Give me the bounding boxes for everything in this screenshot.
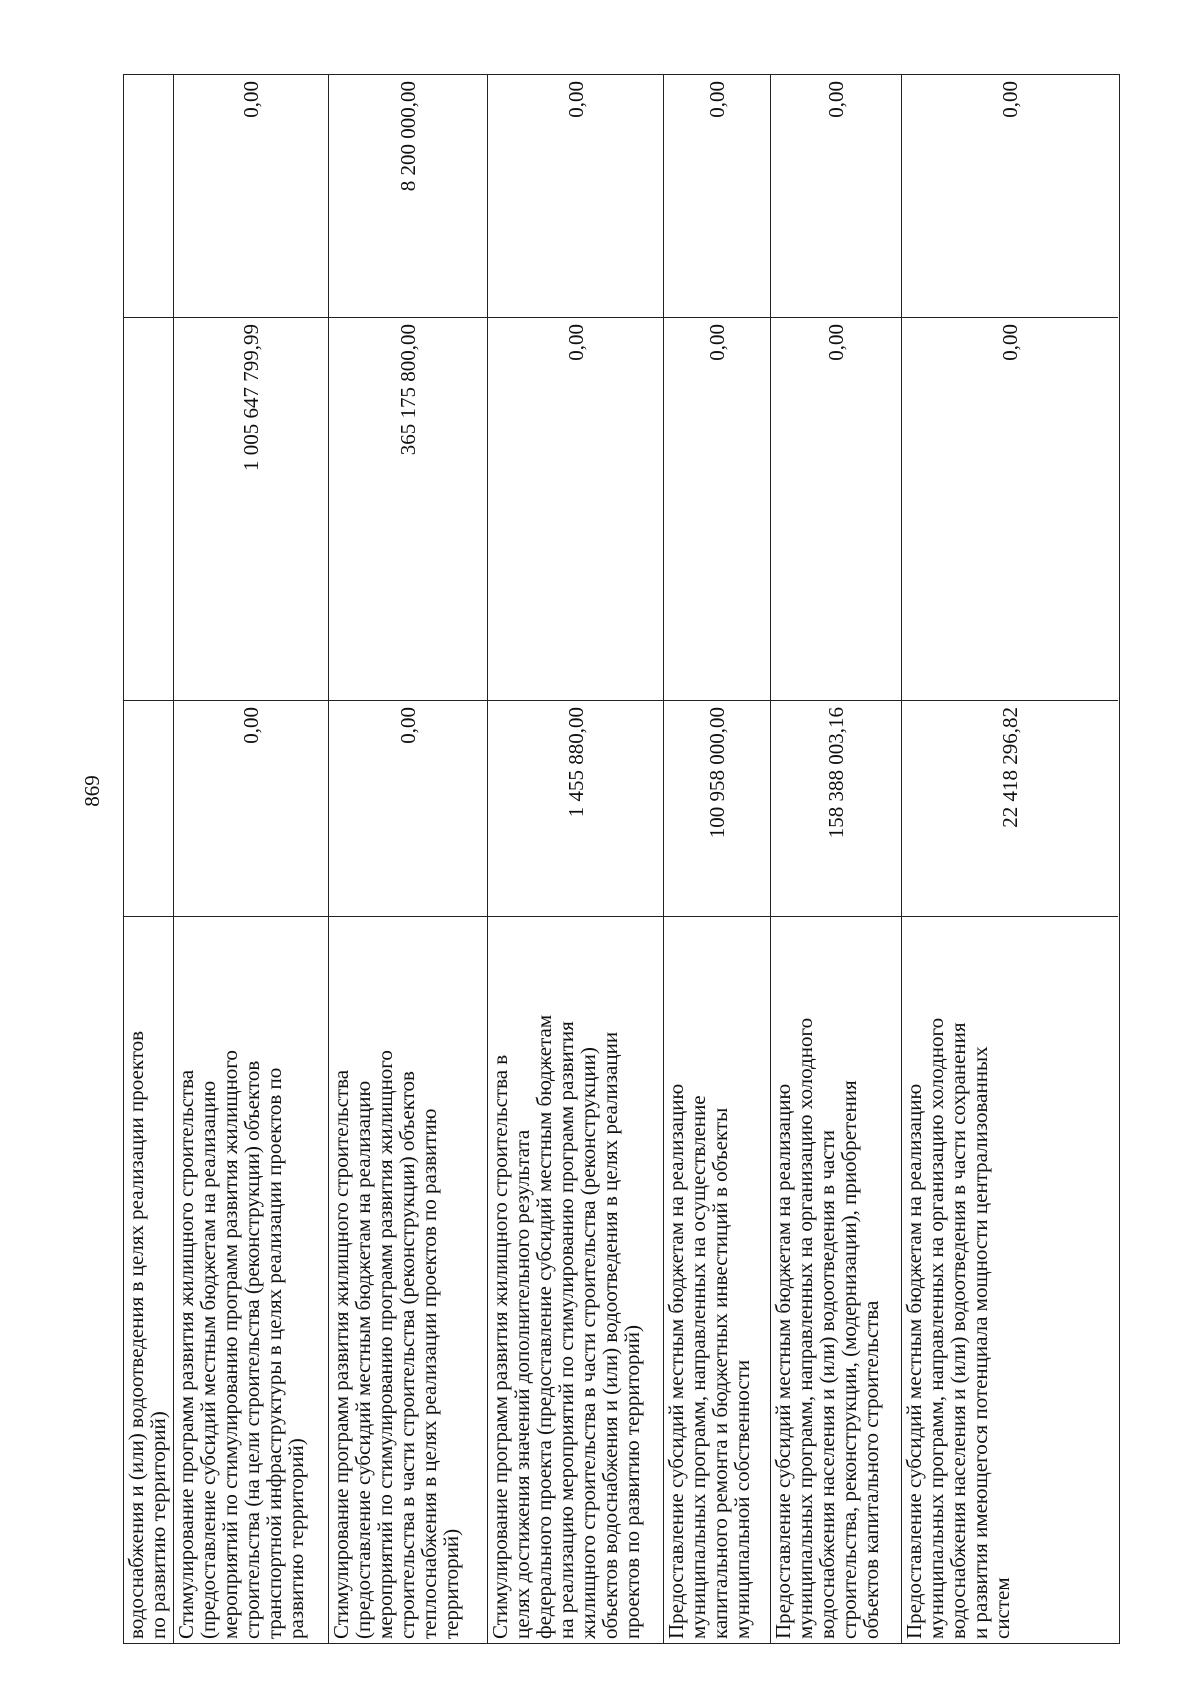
row-description: Стимулирование программ развития жилищного строительства (предоставление субсидий местным бюджетам на реализацию мероприятий по стимулированию программ развития жилищного строительства в части строительства (реконструкции) объектов теплоснабжения в целях реализации проектов по развитию территорий) xyxy=(329,916,487,1643)
row-value-2: 0,00 xyxy=(664,317,770,700)
row-description: Предоставление субсидий местным бюджетам на реализацию муниципальных программ, направленных на организацию холодного водоснабжения населения и (или) водоотведения в части строительства, реконструкции, (модернизации), приобретения объектов капитального строительства xyxy=(771,916,901,1643)
table-row xyxy=(664,75,771,1643)
row-value-1: 158 388 003,16 xyxy=(771,700,901,916)
table-row xyxy=(902,75,1118,1643)
table-row xyxy=(488,75,664,1643)
row-value-3 xyxy=(124,75,173,317)
budget-table xyxy=(123,74,1120,1644)
table-row xyxy=(329,75,488,1643)
row-value-1: 0,00 xyxy=(329,700,487,916)
row-value-3: 0,00 xyxy=(239,81,263,118)
row-description: Предоставление субсидий местным бюджетам на реализацию муниципальных программ, направленных на организацию холодного водоснабжения населения и (или) водоотведения в части сохранения и развития имеющегося потенциала мощности централизованных систем xyxy=(902,916,1118,1643)
row-value-3: 8 200 000,00 xyxy=(396,81,420,192)
row-value-2: 0,00 xyxy=(771,317,901,700)
page-number: 869 xyxy=(80,775,104,807)
row-description: Предоставление субсидий местным бюджетам на реализацию муниципальных программ, направленных на осуществление капитального ремонта и бюджетных инвестиций в объекты муниципальной собственности xyxy=(664,916,770,1643)
row-description: Стимулирование программ развития жилищного строительства в целях достижения значений дополнительного результата федерального проекта (предоставление субсидий местным бюджетам на реализацию мероприятий по стимулированию программ развития жилищного строительства в части строительства (реконструкции) объектов водоснабжения и (или) водоотведения в целях реализации проектов по развитию территорий) xyxy=(488,916,663,1643)
row-value-1: 22 418 296,82 xyxy=(902,700,1118,916)
row-value-1: 1 455 880,00 xyxy=(488,700,663,916)
row-value-1: 100 958 000,00 xyxy=(664,700,770,916)
row-value-3: 0,00 xyxy=(824,81,848,118)
row-value-3: 0,00 xyxy=(705,81,729,118)
row-value-2: 1 005 647 799,99 xyxy=(174,317,328,700)
row-description: водоснабжения и (или) водоотведения в целях реализации проектов по развитию территорий) xyxy=(124,916,173,1643)
row-value-2: 0,00 xyxy=(488,317,663,700)
table-row xyxy=(771,75,902,1643)
table-row xyxy=(124,75,174,1643)
row-description: Стимулирование программ развития жилищного строительства (предоставление субсидий местным бюджетам на реализацию мероприятий по стимулированию программ развития жилищного строительства (на цели строительства (реконструкции) объектов транспортной инфраструктуры в целях реализации проектов по развитию территорий) xyxy=(174,916,328,1643)
row-value-2 xyxy=(124,317,173,700)
row-value-1 xyxy=(124,700,173,916)
row-value-3: 0,00 xyxy=(563,81,588,118)
row-value-1: 0,00 xyxy=(174,700,328,916)
row-value-2: 0,00 xyxy=(902,317,1118,700)
row-value-3: 0,00 xyxy=(998,81,1022,118)
table-row xyxy=(174,75,329,1643)
row-value-2: 365 175 800,00 xyxy=(329,317,487,700)
